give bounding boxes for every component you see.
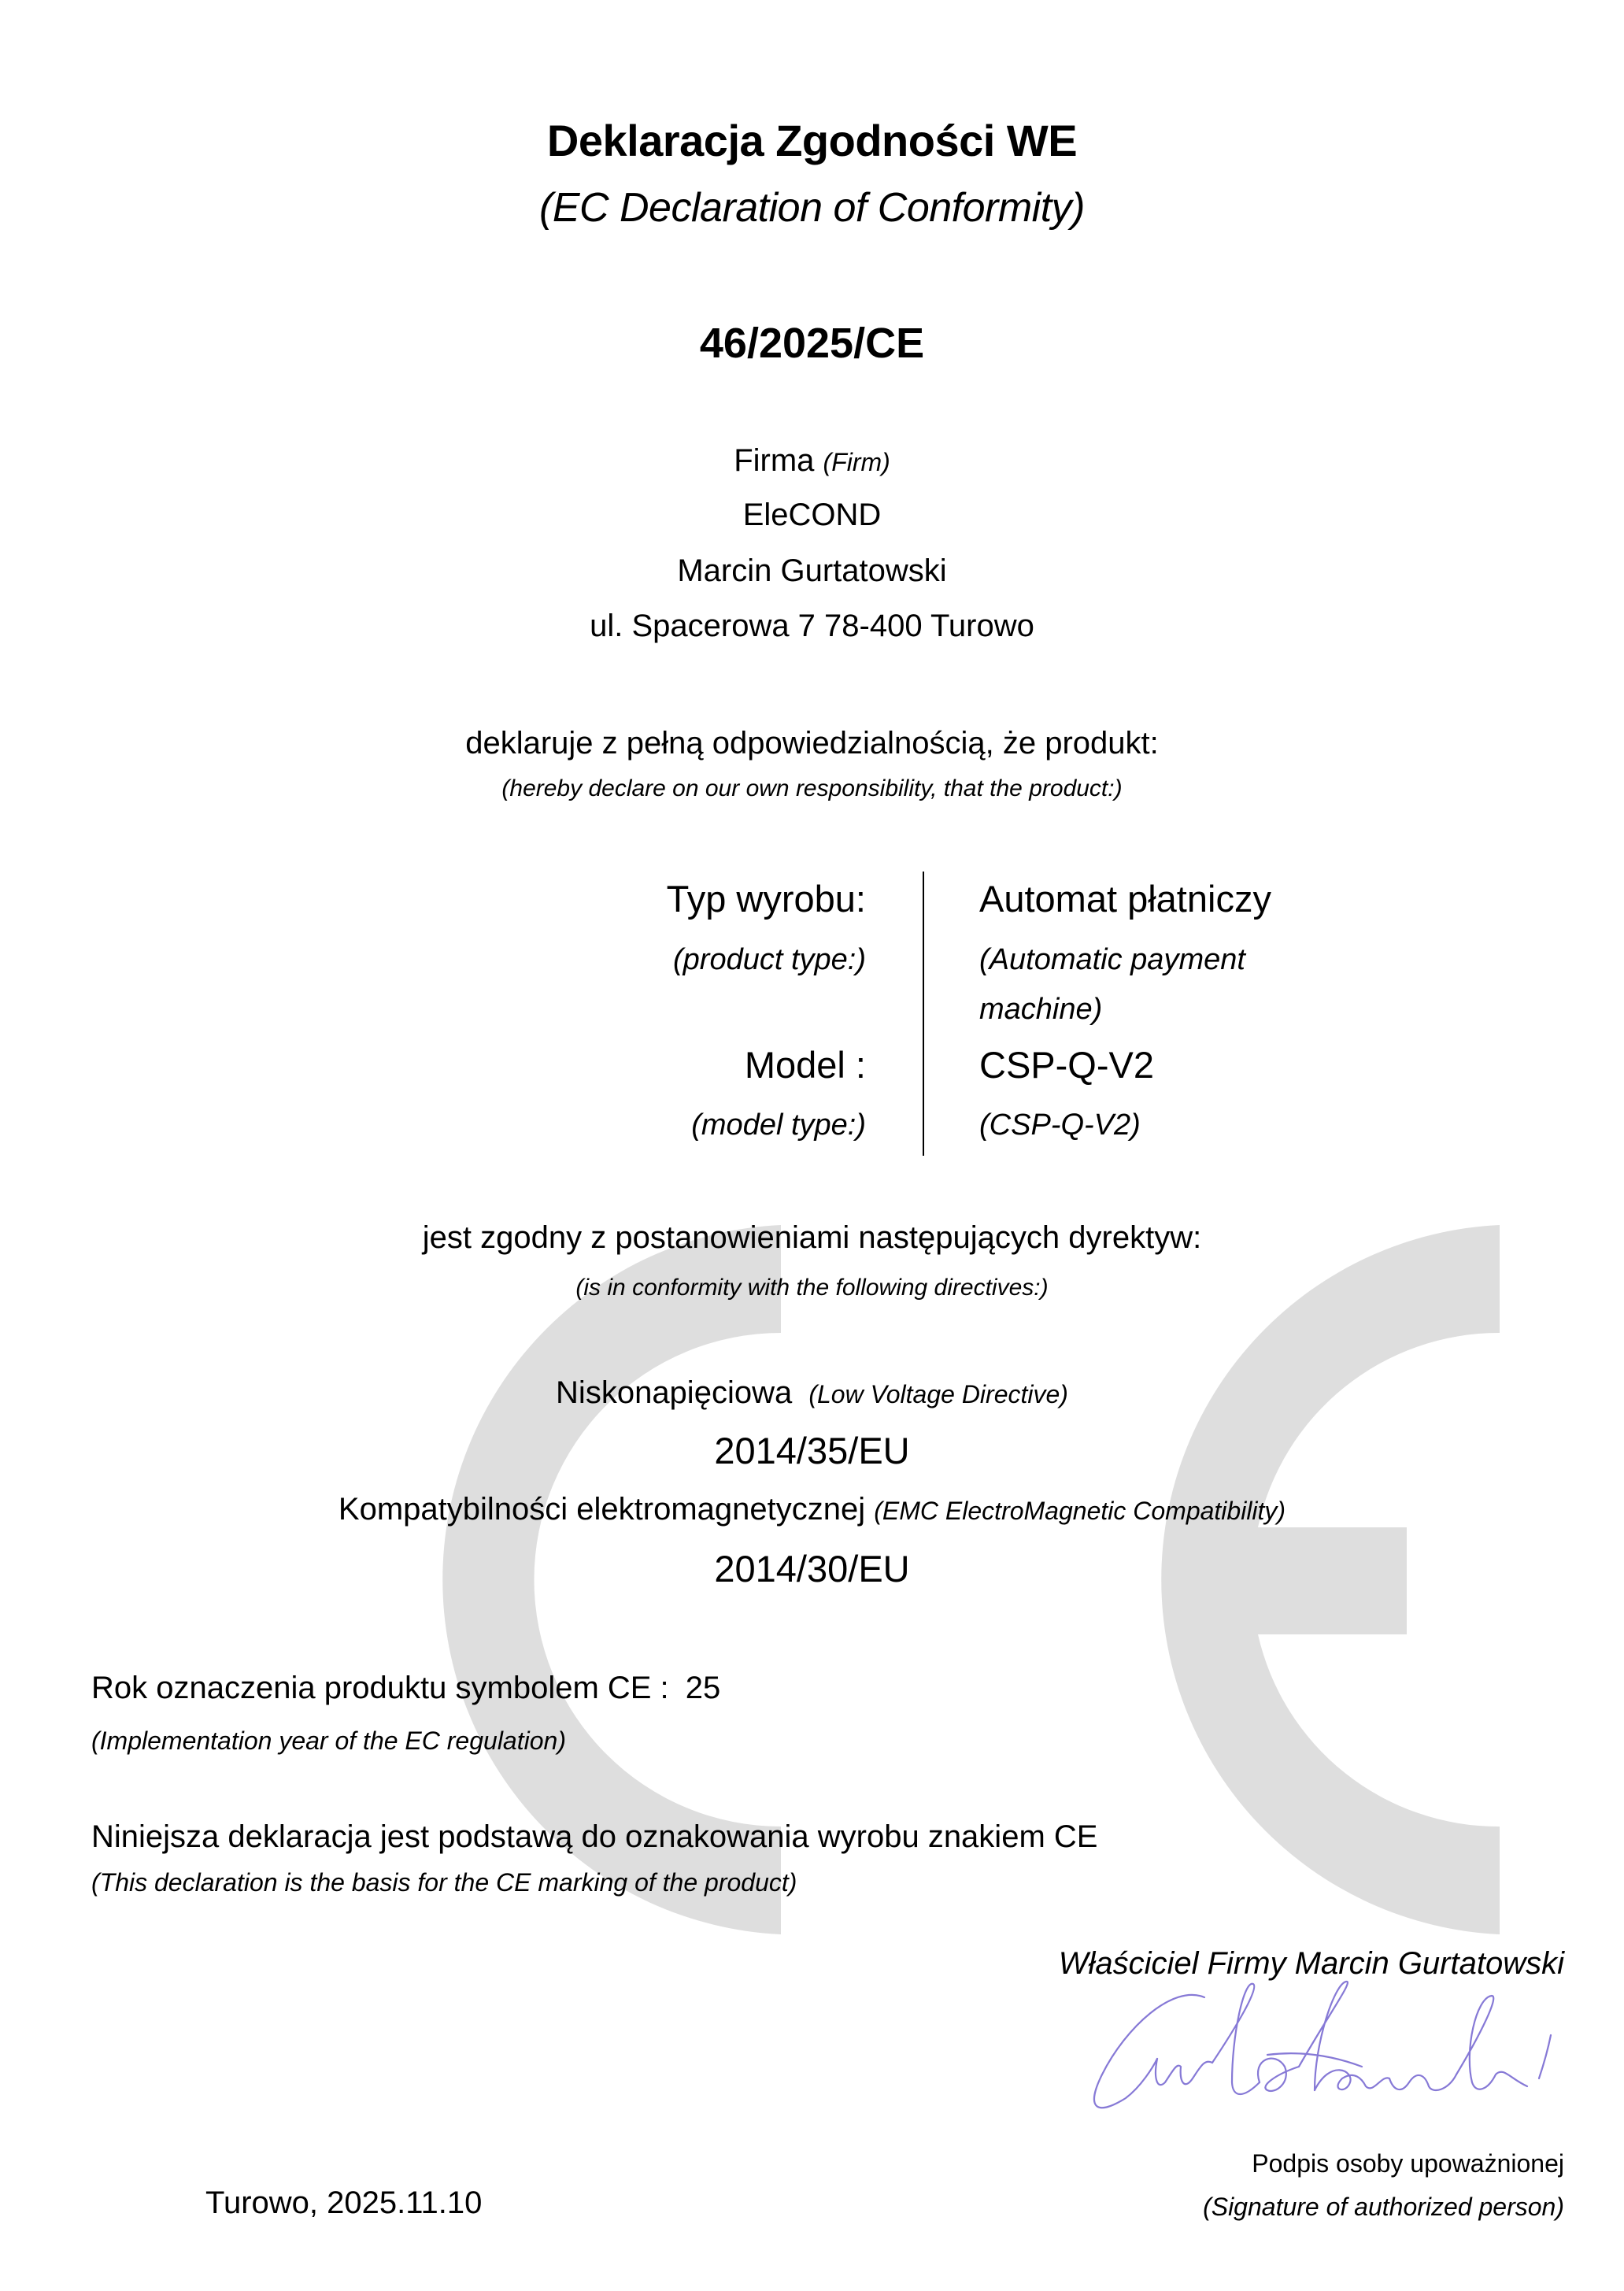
ce-year-line [91, 1671, 720, 1706]
signature-caption-en: (Signature of authorized person) [1203, 2193, 1564, 2221]
document-title: Deklaracja Zgodności WE [546, 116, 1078, 165]
product-type-label-en: (product type:) [673, 943, 866, 976]
model-value: CSP-Q-V2 [979, 1044, 1154, 1086]
directive-name-emc [0, 1492, 1624, 1527]
product-type-value: Automat płatniczy [979, 878, 1271, 920]
conformity-text-en: (is in conformity with the following directives:) [575, 1275, 1049, 1301]
directive-name-en: (Low Voltage Directive) [808, 1380, 1068, 1408]
product-type-label: Typ wyrobu: [666, 878, 866, 920]
firm-label-line [0, 443, 1624, 479]
conformity-text: jest zgodny z postanowieniami następujących dyrektyw: [422, 1220, 1202, 1255]
ce-year-value: 25 [685, 1671, 721, 1705]
handwritten-signature-icon [1078, 1980, 1598, 2122]
directive-name-en: (EMC ElectroMagnetic Compatibility) [874, 1497, 1286, 1525]
model-label: Model : [744, 1044, 866, 1086]
owner-line: Właściciel Firmy Marcin Gurtatowski [1058, 1946, 1564, 1981]
basis-text: Niniejsza deklaracja jest podstawą do oznakowania wyrobu znakiem CE [91, 1819, 1098, 1854]
model-value-en: (CSP-Q-V2) [979, 1108, 1141, 1142]
basis-text-en: (This declaration is the basis for the CE marking of the product) [91, 1868, 797, 1897]
declaration-text-en: (hereby declare on our own responsibility, that the product:) [501, 775, 1123, 801]
product-divider [923, 872, 924, 1156]
firm-label: Firma [734, 443, 815, 478]
directive-name-lvd [0, 1375, 1624, 1411]
document-number: 46/2025/CE [699, 320, 925, 367]
model-label-en: (model type:) [691, 1108, 866, 1142]
product-type-value-en-1: (Automatic payment [979, 943, 1245, 976]
declaration-text: deklaruje z pełną odpowiedzialnością, że produkt: [465, 726, 1159, 761]
firm-address: ul. Spacerowa 7 78-400 Turowo [590, 609, 1034, 643]
directive-code-emc: 2014/30/EU [714, 1548, 910, 1590]
directive-name: Niskonapięciowa [556, 1375, 793, 1410]
place-date: Turowo, 2025.11.10 [205, 2186, 483, 2220]
firm-name: EleCOND [742, 498, 882, 532]
directive-code-lvd: 2014/35/EU [714, 1430, 910, 1471]
signature-caption: Podpis osoby upoważnionej [1252, 2149, 1564, 2178]
document-subtitle: (EC Declaration of Conformity) [539, 185, 1085, 231]
product-type-value-en-2: machine) [979, 993, 1103, 1026]
firm-label-en: (Firm) [823, 448, 890, 476]
directive-name: Kompatybilności elektromagnetycznej [338, 1492, 866, 1527]
ce-year-label: Rok oznaczenia produktu symbolem CE : [91, 1671, 669, 1705]
firm-owner: Marcin Gurtatowski [677, 553, 947, 588]
ce-year-label-en: (Implementation year of the EC regulation) [91, 1727, 566, 1755]
